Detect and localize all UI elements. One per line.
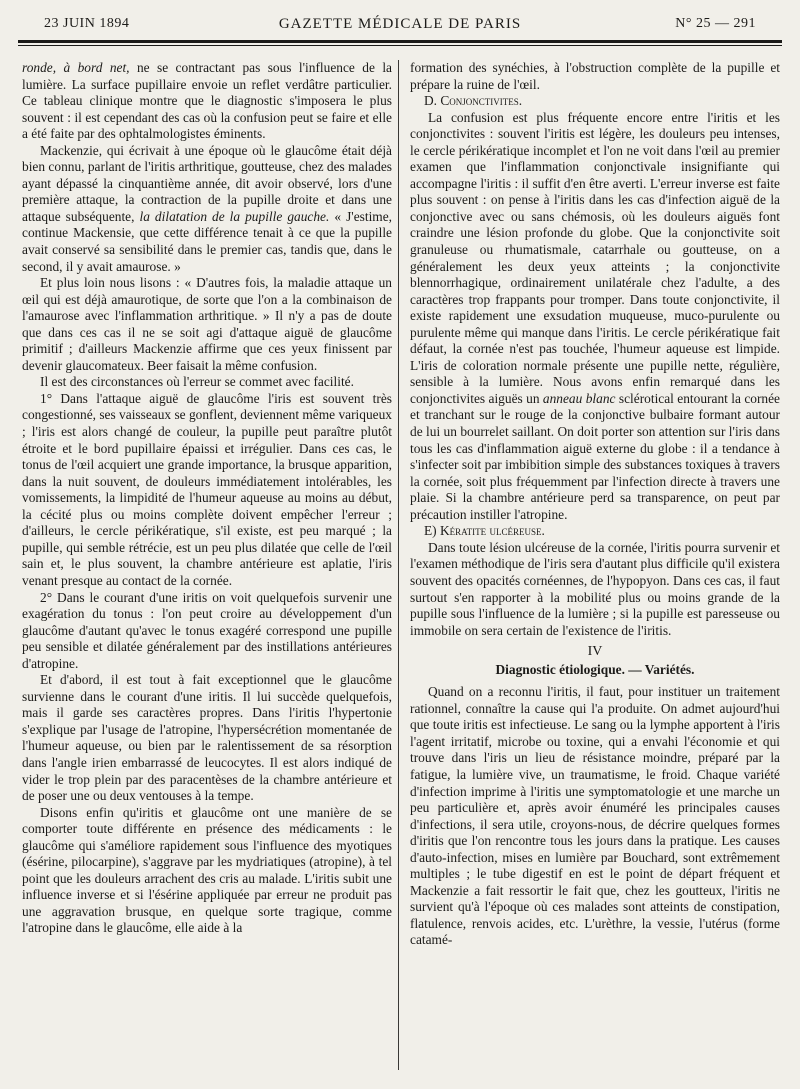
right-column [410, 60, 780, 949]
left-column [22, 60, 392, 937]
left-p2-a: Mackenzie, qui écrivait à une époque où le glaucôme était déjà bien connu, parlant de l'iritis arthritique, goutteuse, chez des malades ayant dépassé la cinquantième année, dit avoir observé, lors d'une première attaque, la contraction de la pupille droite et dans une attaque subséquente, [22, 142, 392, 224]
right-paragraph-1: formation des synéchies, à l'obstruction complète de la pupille et prépare la ruine de l'œil. [410, 60, 780, 92]
left-paragraph-5: 1° Dans l'attaque aiguë de glaucôme l'iris est souvent très congestionné, ses vaisseaux se gonflent, deviennent même variqueux ; l'iris est alors changé de couleur, la pupille peut paraître plutôt étroite et le bord pupillaire épaissi et irrégulier. Dans ces cas, le tonus de l'œil acquiert une grande importance, la brusque apparition, dans la nuit souvent, de douleurs immédiatement intolérables, les vomissements, la limpidité de l'humeur aqueuse au moins au début, la cécité plus ou moins complète doivent empêcher l'erreur ; d'ailleurs, le cercle périkératique, s'il existe, est peu marqué ; la pupille, qui semble rétrécie, est un peu plus dilatée que celle de l'œil sain et, le plus souvent, la chambre antérieure est aplatie, l'iris venant presque au contact de la cornée. [22, 390, 392, 588]
section-heading-d: D. Conjonctivites. [424, 93, 523, 109]
left-p2-emphasis: la dilatation de la pupille gauche. [139, 208, 330, 224]
left-paragraph-2 [22, 143, 392, 275]
right-paragraph-2 [410, 110, 780, 524]
right-p2-a: La confusion est plus fréquente encore entre l'iritis et les conjonctivites : souvent l'iritis est légère, les douleurs peu intenses, le cercle périkératique incomplet et l'on ne voit dans l'œil au premier examen que l'inflammation conjonctivale insignifiante qui accompagne l'iritis : il suffit d'en être averti. L'erreur inverse est faite plus souvent : on pense à l'iritis dans les cas d'infection aiguë de la conjonctive avec ou sans chémosis, où les douleurs aiguës font craindre une lésion profonde du globe. Que la conjonctivite soit granuleuse ou rhumatismale, catarrhale ou goutteuse, on a généralement les deux yeux atteints ; la conjonctivite blennorrhagique, ordinairement unilatérale chez l'adulte, a des caractères trop frappants pour tromper. Dans toute conjonctivite, il existe rapidement une exsudation muqueuse, muco-purulente ou purulente même qui manque dans l'iritis. Le cercle périkératique fait défaut, la cornée n'est pas touchée, l'humeur aqueuse est limpide. L'iris de coloration normale présente une pupille nette, régulière, sensible à la lumière. Nous avons enfin remarqué dans les conjonctivites aiguës un [410, 109, 780, 406]
section-numeral: IV [587, 644, 603, 660]
header-journal-title: GAZETTE MÉDICALE DE PARIS [278, 16, 522, 32]
header-rule-thin [18, 45, 782, 46]
header-issue-page: N° 25 — 291 [675, 16, 756, 31]
column-divider [398, 60, 399, 1070]
header-date: 23 JUIN 1894 [44, 16, 130, 31]
left-paragraph-4: Il est des circonstances où l'erreur se commet avec facilité. [40, 374, 354, 390]
left-p1-rest: ne se contractant pas sous l'influence de la lumière. La surface pupillaire envoie un reflet verdâtre particulier. Ce tableau clinique montre que le diagnostic s'imposera le plus souvent : il est cependant des cas où la confusion peut se faire et elle a été faite par des ophtalmologistes éminents. [22, 60, 392, 142]
right-paragraph-4: Quand on a reconnu l'iritis, il faut, pour instituer un traitement rationnel, connaître la cause qui l'a produite. On admet aujourd'hui que toute iritis est infectieuse. Le sang ou la lymphe apportent à l'iris l'agent irritatif, microbe ou toxine, qui a envahi l'économie et qui trouve dans l'iris un lieu de résistance moindre, préparé par la fatigue, la lumière vive, un traumatisme, le froid. Chaque variété d'infection imprime à l'iritis une symptomatologie et une marche un peu particulière et, après avoir énuméré les principales causes d'infections, il sera utile, croyons-nous, de décrire quelques formes d'iritis que l'on rencontre tous les jours dans la pratique. Les causes d'auto-infection, mises en lumière par Bouchard, sont extrêmement multiples ; le tube digestif en est le point de départ fréquent et Mackenzie a fait ressortir le fait que, chez les goutteux, l'iritis ne survient qu'à l'époque où ces malades sont atteints de constipation, flatulence, renvois acides, etc. L'urèthre, la vessie, l'utérus (forme catamé- [410, 684, 780, 948]
section-title: Diagnostic étiologique. — Variétés. [495, 661, 695, 677]
right-paragraph-3: Dans toute lésion ulcéreuse de la cornée, l'iritis pourra survenir et l'examen méthodique de l'iris sera d'autant plus difficile qu'il existera souvent des opacités cornéennes, de l'hypopyon. Dans ces cas, il faut surtout s'en rapporter à la mobilité plus ou moins grande de la pupille sous l'influence de la lumière ; si la pupille est paresseuse ou immobile on sera certain de l'existence de l'iritis. [410, 539, 780, 638]
page-header [28, 14, 772, 38]
left-paragraph-8: Disons enfin qu'iritis et glaucôme ont une manière de se comporter toute différente en présence des médicaments : le glaucôme qui s'améliore rapidement sous l'influence des myotiques (ésérine, pilocarpine), s'aggrave par les mydriatiques (atropine), à tel point que les douleurs arrachent des cris au malade. L'iritis subit une influence inverse et si l'ésérine appliquée par erreur ne produit pas une aggravation brusque, en quelque sorte tragique, comme l'atropine dans le glaucôme, elle aide à la [22, 804, 392, 936]
left-paragraph-3: Et plus loin nous lisons : « D'autres fois, la maladie attaque un œil qui est déjà amaurotique, de sorte que l'on a la combinaison de l'amaurose avec l'inflammation arthritique. » Il n'y a pas de doute que dans ces cas il ne se soit agi d'attaque aiguë de glaucôme primitif ; d'ailleurs Mackenzie affirme que ces yeux finissent par devenir glaucomateux. Beer faisait la même confusion. [22, 275, 392, 373]
left-paragraph-7: Et d'abord, il est tout à fait exceptionnel que le glaucôme survienne dans le courant d'une iritis. Il lui succède quelquefois, mais il garde ses caractères propres. Dans l'iritis l'hypertonie s'explique par l'usage de l'atropine, l'hypersécrétion momentanée de l'humeur aqueuse, ou bien par le ralentissement de sa résorption dans l'angle irien embarrassé de leucocytes. Il est alors indiqué de vider le trop plein par des paracentèses de la chambre antérieure et de poser une ou deux ventouses à la tempe. [22, 672, 392, 804]
left-p1-lead: ronde, à bord net, [22, 60, 130, 75]
left-p2-b: « J'estime, continue Mackensie, que cette différence tenait à ce que la pupille avait conservé sa sensibilité dans le premier cas, tandis que, dans le second, il y avait amaurose. » [22, 208, 392, 274]
left-paragraph-6: 2° Dans le courant d'une iritis on voit quelquefois survenir une exagération du tonus : l'on peut croire au développement d'un glaucôme d'autant qu'avec le tonus exagéré correspond une pupille peu sensible et dilatée généralement par des instillations antérieures d'atropine. [22, 589, 392, 671]
section-heading-e: E) Kératite ulcéreuse. [424, 523, 545, 539]
header-rule-thick [18, 40, 782, 43]
right-p2-b: sclérotical entourant la cornée et tranchant sur le rouge de la conjonctive bulbaire formant autour de lui un bourrelet saillant. On doit porter son attention sur l'iris dans tous les cas d'inflammation aiguë externe du globe : il a tendance à s'infecter soit par imbibition simple des substances toxiques à travers la cornée, soit plus fréquemment par l'infection directe à travers une plaie. Si la chambre antérieure perd sa transparence, on peut par précaution instiller l'atropine. [410, 390, 780, 522]
left-paragraph-1 [22, 60, 392, 143]
right-p2-emphasis: anneau blanc [542, 390, 616, 406]
